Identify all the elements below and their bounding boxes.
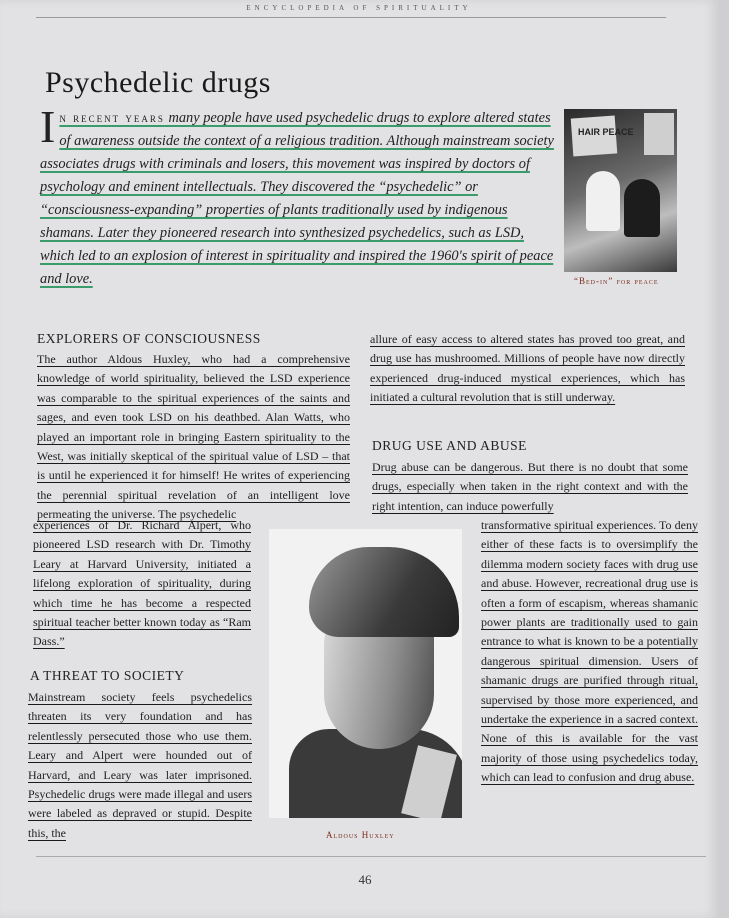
threat-text: Mainstream society feels psychedelics threaten its very foundation and has relentlessly persecuted those who use them. Leary and Alpert were hounded out of Harvard, and Leary was later imprisoned. Psychedelic drugs were made illegal and users were labeled as depraved or stupid. Despite this, the: [28, 690, 252, 840]
intro-paragraph: [40, 101, 560, 291]
footer-rule: [36, 856, 706, 857]
huxley-caption: Aldous Huxley: [326, 830, 395, 840]
intro-smallcaps: n recent years: [59, 110, 165, 125]
heading-threat: A THREAT TO SOCIETY: [30, 668, 185, 683]
huxley-portrait: [269, 529, 462, 818]
intro-text: many people have used psychedelic drugs to explore altered states of awareness outside the context of a religious tradition. Although mainstream society associates drugs with criminals and losers, this movement was inspired by doctors of psychology and eminent intellectuals. They discovered the “psychedelic” or “consciousness-expanding” properties of plants traditionally used by indigenous shamans. Later they pioneered research into synthesized psychedelics, such as LSD, which led to an explosion of interest in spirituality and inspired the 1960's spirit of peace and love.: [40, 110, 554, 287]
photo-caption: “Bed-in” for peace: [574, 276, 659, 286]
drug-use-text-narrow: transformative spiritual experiences. To deny either of these facts is to oversimplify the dilemma modern society faces with drug use and abuse. However, recreational drug use is often a form of escapism, whereas shamanic power plants are traditionally used to gain entrance to what is known to be a potentially dangerous spiritual dimension. Users of shamanic drugs are purified through ritual, supervised by those more experienced, and undertake the experience in a sacred context. None of this is available for the vast majority of those using psychedelics today, which can lead to confusion and drug abuse.: [481, 518, 698, 785]
header-rule: [36, 17, 666, 18]
drug-use-text-wide: Drug abuse can be dangerous. But there is no doubt that some drugs, especially when taken in the right context and with the right intention, can induce powerfully: [372, 460, 688, 513]
sign-text: HAIR PEACE: [578, 127, 634, 137]
running-head: ENCYCLOPEDIA OF SPIRITUALITY: [246, 4, 472, 12]
page-title: Psychedelic drugs: [45, 66, 271, 99]
bed-peace-sign: [644, 113, 674, 155]
person-figure: [586, 171, 620, 231]
person-figure: [624, 179, 660, 237]
explorers-text-wide: The author Aldous Huxley, who had a comprehensive knowledge of world spirituality, believed the LSD experience was comparable to the spiritual experiences of the saints and sages, and even took LSD on his deathbed. Alan Watts, who played an important role in bringing Eastern spirituality to the West, was initially skeptical of the spiritual value of LSD – that is until he experienced it for himself! He writes of experiencing the perennial spiritual revelation of an intelligent love permeating the universe. The psychedelic: [37, 352, 350, 522]
heading-drug-use: DRUG USE AND ABUSE: [372, 438, 527, 453]
heading-explorers: EXPLORERS OF CONSCIOUSNESS: [37, 331, 261, 346]
page-number: 46: [358, 872, 372, 887]
drop-cap: I: [40, 101, 56, 152]
explorers-text-narrow: experiences of Dr. Richard Alpert, who pioneered LSD research with Dr. Timothy Leary at Harvard University, initiated a lifelong exploration of spirituality, during which time he has become a respected spiritual teacher better known today as “Ram Dass.”: [33, 518, 251, 649]
allure-text: allure of easy access to altered states has proved too great, and drug use has mushroomed. Millions of people have now directly experienced drug-induced mystical experiences, which has initiated a cultural revolution that is still underway.: [370, 332, 685, 405]
portrait-hair: [309, 547, 459, 637]
bed-in-photo: [564, 109, 677, 272]
